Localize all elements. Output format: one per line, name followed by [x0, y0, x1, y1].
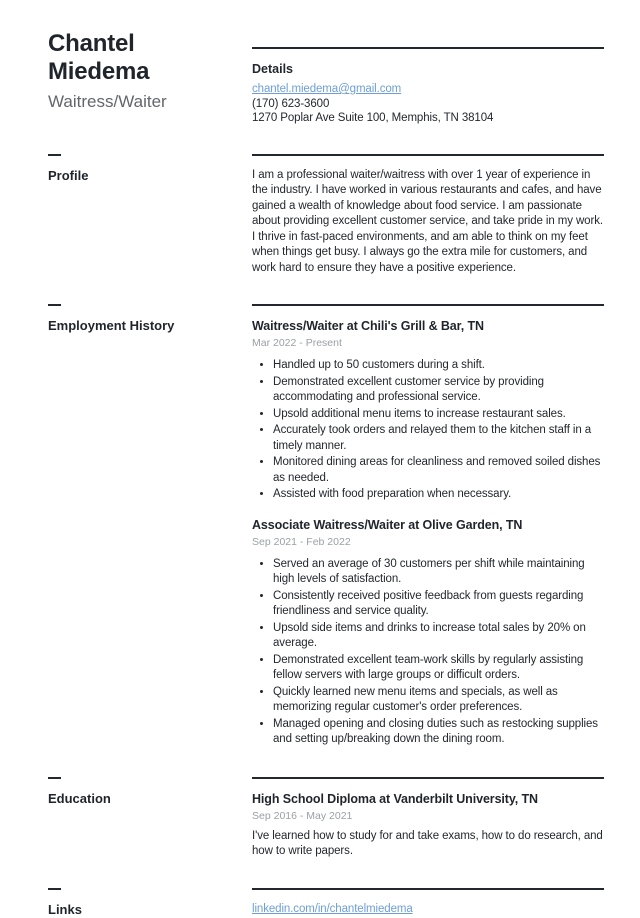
details-top-divider [252, 47, 604, 49]
employment-section-right [252, 304, 604, 749]
education-section [48, 777, 604, 860]
profile-section [48, 154, 604, 277]
job-entry [252, 517, 604, 748]
profile-label: Profile [48, 167, 89, 183]
header-right [252, 30, 604, 126]
education-text: I've learned how to study for and take exams, how to do research, and how to write papers. [252, 829, 603, 857]
education-section-right [252, 777, 604, 860]
job-dates: Mar 2022 - Present [252, 337, 342, 349]
education-label: Education [48, 790, 111, 806]
bullet-item: • Demonstrated excellent team-work skills by regularly assisting fellow servers with large groups or difficult orders. [273, 653, 604, 684]
bullet-item: • Served an average of 30 customers per shift while maintaining high levels of satisfaction. [273, 557, 604, 588]
person-name: Chantel Miedema [48, 30, 150, 85]
education-section-left [48, 777, 252, 860]
education-dates: Sep 2016 - May 2021 [252, 809, 353, 822]
profile-dash [48, 154, 61, 156]
links-divider [252, 888, 604, 890]
education-divider [252, 777, 604, 779]
profile-section-right [252, 154, 604, 277]
header [48, 30, 604, 126]
job-bullet-list [252, 557, 604, 748]
phone-number: (170) 623-3600 [252, 97, 330, 110]
linkedin-link[interactable]: linkedin.com/in/chantelmiedema [252, 902, 413, 915]
employment-divider [252, 304, 604, 306]
links-section-right [252, 888, 604, 918]
bullet-item: • Handled up to 50 customers during a shift. [273, 358, 604, 374]
job-title: Waitress/Waiter at Chili's Grill & Bar, TN [252, 319, 484, 333]
job-entry [252, 318, 604, 503]
bullet-item: • Accurately took orders and relayed them to the kitchen staff in a timely manner. [273, 423, 604, 454]
job-title: Associate Waitress/Waiter at Olive Garden, TN [252, 517, 523, 532]
employment-label: Employment History [48, 318, 175, 333]
details-email-row [252, 82, 604, 97]
details-heading: Details [252, 62, 293, 76]
links-section [48, 888, 604, 918]
header-left [48, 30, 252, 126]
employment-dash [48, 304, 61, 306]
job-dates: Sep 2021 - Feb 2022 [252, 535, 351, 548]
bullet-item: • Upsold additional menu items to increase restaurant sales. [273, 407, 604, 423]
profile-text: I am a professional waiter/waitress with over 1 year of experience in the industry. I have worked in various restaurants and cafes, and have gained a wealth of knowledge about food service. I am passionate about providing excellent customer service, and take pride in my work. I thrive in fast-paced environments, and am able to think on my feet when things get busy. I always go the extra mile for customers, and work hard to ensure they have a positive experience. [252, 168, 603, 274]
bullet-item: • Demonstrated excellent customer service by providing accommodating and professional service. [273, 375, 604, 406]
employment-section-left [48, 304, 252, 749]
address: 1270 Poplar Ave Suite 100, Memphis, TN 38104 [252, 112, 494, 124]
links-label: Links [48, 901, 82, 917]
bullet-item: • Managed opening and closing duties such as restocking supplies and setting up/breaking down the dining room. [273, 717, 604, 748]
links-row [252, 902, 604, 918]
links-dash [48, 888, 61, 890]
bullet-item: • Quickly learned new menu items and specials, as well as memorizing regular customer's order preferences. [273, 685, 604, 716]
education-title: High School Diploma at Vanderbilt University, TN [252, 791, 538, 806]
employment-section [48, 304, 604, 749]
profile-section-left [48, 154, 252, 277]
person-job-title: Waitress/Waiter [48, 92, 167, 111]
bullet-item: • Consistently received positive feedback from guests regarding friendliness and service quality. [273, 589, 604, 620]
profile-divider [252, 154, 604, 156]
job-bullet-list [252, 358, 604, 503]
links-section-left [48, 888, 252, 918]
bullet-item: • Assisted with food preparation when necessary. [273, 487, 604, 503]
email-link[interactable]: chantel.miedema@gmail.com [252, 83, 402, 95]
bullet-item: • Upsold side items and drinks to increase total sales by 20% on average. [273, 621, 604, 652]
education-dash [48, 777, 61, 779]
bullet-item: • Monitored dining areas for cleanliness and removed soiled dishes as needed. [273, 455, 604, 486]
